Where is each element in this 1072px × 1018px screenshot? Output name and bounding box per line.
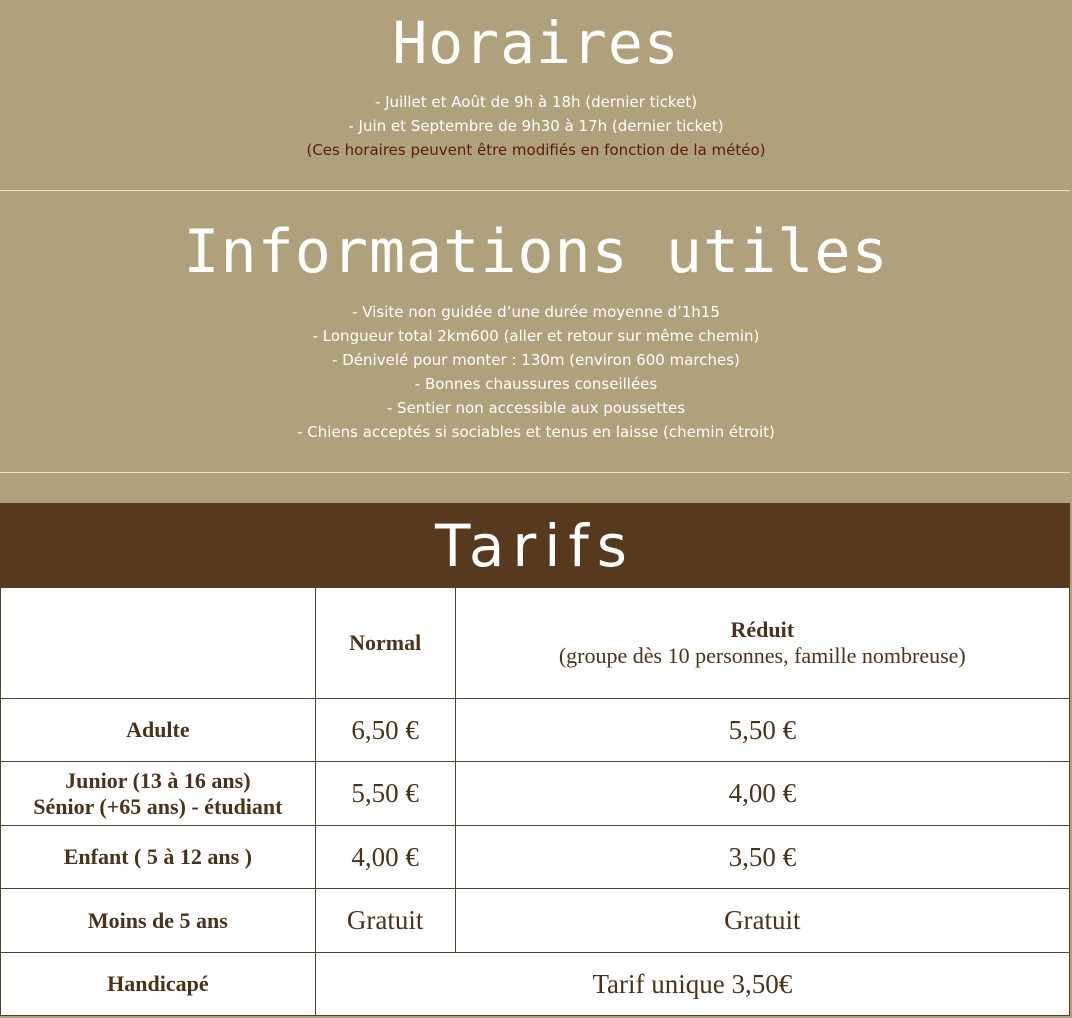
row-label: Moins de 5 ans — [1, 889, 316, 953]
tarifs-table — [0, 587, 1070, 1016]
info-line: - Dénivelé pour monter : 130m (environ 600 marches) — [332, 351, 740, 369]
table-header-row — [1, 588, 1070, 699]
horaires-section — [0, 0, 1072, 190]
normal-header: Normal — [315, 588, 455, 699]
reduit-header — [455, 588, 1069, 699]
infos-lines — [0, 300, 1072, 444]
table-row — [1, 826, 1070, 889]
reduit-header-label: Réduit — [730, 617, 795, 642]
table-row — [1, 762, 1070, 826]
row-label: Enfant ( 5 à 12 ans ) — [1, 826, 316, 889]
table-row — [1, 889, 1070, 953]
horaires-line: - Juin et Septembre de 9h30 à 17h (dernier ticket) — [348, 117, 724, 135]
row-label: Adulte — [1, 699, 316, 762]
info-line: - Visite non guidée d’une durée moyenne d’1h15 — [352, 303, 720, 321]
handicape-price: Tarif unique 3,50€ — [315, 953, 1069, 1016]
horaires-line: - Juillet et Août de 9h à 18h (dernier ticket) — [374, 93, 698, 111]
info-line: - Sentier non accessible aux poussettes — [386, 399, 686, 417]
info-line: - Bonnes chaussures conseillées — [414, 375, 658, 393]
horaires-title: Horaires — [392, 9, 680, 77]
infos-title: Informations utiles — [183, 217, 889, 287]
normal-price: 4,00 € — [315, 826, 455, 889]
normal-price: 5,50 € — [315, 762, 455, 826]
horaires-lines — [0, 90, 1072, 162]
info-line: - Longueur total 2km600 (aller et retour sur même chemin) — [312, 327, 760, 345]
reduit-price: 4,00 € — [455, 762, 1069, 826]
normal-price: 6,50 € — [315, 699, 455, 762]
empty-header-cell — [1, 588, 316, 699]
table-row — [1, 953, 1070, 1016]
normal-price: Gratuit — [315, 889, 455, 953]
row-label-line: Sénior (+65 ans) - étudiant — [33, 793, 283, 819]
tarifs-header — [0, 503, 1070, 588]
row-label: Handicapé — [1, 953, 316, 1016]
reduit-price: Gratuit — [455, 889, 1069, 953]
reduit-price: 5,50 € — [455, 699, 1069, 762]
infos-section — [0, 191, 1072, 472]
reduit-price: 3,50 € — [455, 826, 1069, 889]
reduit-header-sub: (groupe dès 10 personnes, famille nombreuse) — [558, 643, 966, 668]
row-label-line: Junior (13 à 16 ans) — [65, 767, 251, 793]
row-label — [1, 762, 316, 826]
divider — [0, 472, 1070, 473]
info-line: - Chiens acceptés si sociables et tenus en laisse (chemin étroit) — [297, 423, 775, 441]
table-row — [1, 699, 1070, 762]
tarifs-title: Tarifs — [435, 512, 635, 580]
horaires-note: (Ces horaires peuvent être modifiés en fonction de la météo) — [306, 141, 766, 159]
